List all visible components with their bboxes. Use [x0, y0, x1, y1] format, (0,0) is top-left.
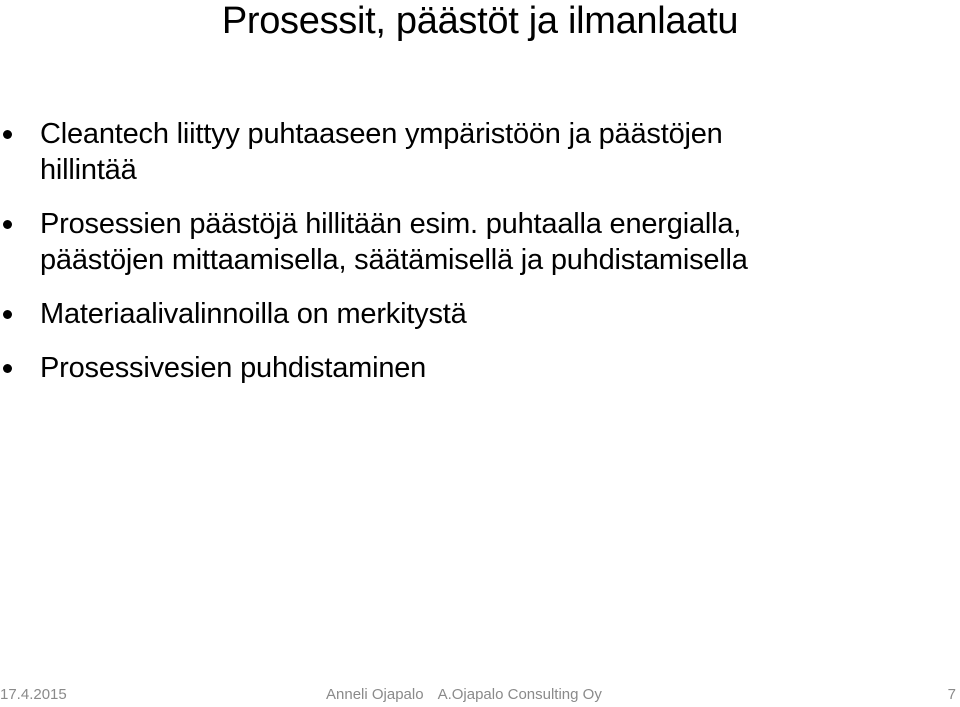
footer-date: 17.4.2015 [0, 686, 67, 703]
bullet-list [0, 116, 940, 404]
bullet-item [0, 206, 940, 278]
footer-company: A.Ojapalo Consulting Oy [437, 686, 602, 703]
bullet-item [0, 350, 940, 386]
footer-author: Anneli Ojapalo [326, 686, 424, 703]
bullet-dot-icon [3, 310, 12, 319]
footer-page-number: 7 [947, 686, 956, 703]
bullet-text-line: Prosessivesien puhdistaminen [40, 352, 427, 384]
bullet-dot-icon [3, 130, 12, 139]
slide-title: Prosessit, päästöt ja ilmanlaatu [221, 0, 739, 42]
bullet-text-line: Cleantech liittyy puhtaaseen ympäristöön ja päästöjen [40, 118, 723, 150]
bullet-item [0, 296, 940, 332]
bullet-text-line: Materiaalivalinnoilla on merkitystä [40, 298, 467, 330]
bullet-text-line: päästöjen mittaamisella, säätämisellä ja puhdistamisella [40, 244, 748, 276]
footer-center [326, 683, 602, 707]
bullet-text-line: hillintää [40, 154, 137, 186]
slide-footer [0, 683, 960, 707]
bullet-text-line: Prosessien päästöjä hillitään esim. puhtaalla energialla, [40, 208, 742, 240]
bullet-dot-icon [3, 220, 12, 229]
bullet-dot-icon [3, 364, 12, 373]
bullet-item [0, 116, 940, 188]
